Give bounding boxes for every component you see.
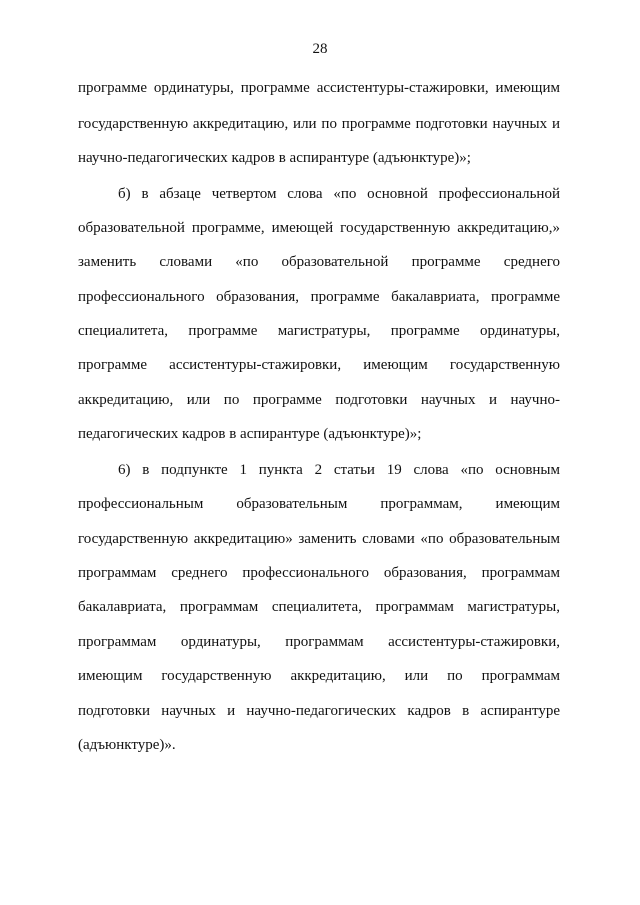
text-line: программе ассистентуры-стажировки, имеющим государственную (78, 357, 560, 373)
text-line: специалитета, программе магистратуры, программе ординатуры, (78, 323, 560, 339)
text-line: программам ординатуры, программам ассистентуры-стажировки, (78, 634, 560, 650)
text-line: подготовки научных и научно-педагогических кадров в аспирантуре (78, 703, 560, 719)
text-line: аккредитацию, или по программе подготовки научных и научно- (78, 392, 560, 408)
text-line: бакалавриата, программам специалитета, программам магистратуры, (78, 599, 560, 615)
text-line: педагогических кадров в аспирантуре (адъюнктуре)»; (78, 426, 422, 442)
text-line: программе ординатуры, программе ассистентуры-стажировки, имеющим (78, 80, 560, 96)
text-line: государственную аккредитацию» заменить словами «по образовательным (78, 531, 560, 547)
text-line: профессиональным образовательным программам, имеющим (78, 496, 560, 512)
text-line: государственную аккредитацию, или по программе подготовки научных и (78, 116, 560, 132)
text-line: образовательной программе, имеющей государственную аккредитацию,» (78, 220, 560, 236)
text-line: б) в абзаце четвертом слова «по основной профессиональной (118, 186, 560, 202)
text-line: заменить словами «по образовательной программе среднего (78, 254, 560, 270)
text-line: имеющим государственную аккредитацию, или по программам (78, 668, 560, 684)
page-number: 28 (312, 41, 328, 57)
text-line: программам среднего профессионального образования, программам (78, 565, 560, 581)
text-line: (адъюнктуре)». (78, 737, 176, 753)
text-line: 6) в подпункте 1 пункта 2 статьи 19 слова «по основным (118, 462, 560, 478)
text-line: научно-педагогических кадров в аспирантуре (адъюнктуре)»; (78, 150, 471, 166)
text-line: профессионального образования, программе бакалавриата, программе (78, 289, 560, 305)
